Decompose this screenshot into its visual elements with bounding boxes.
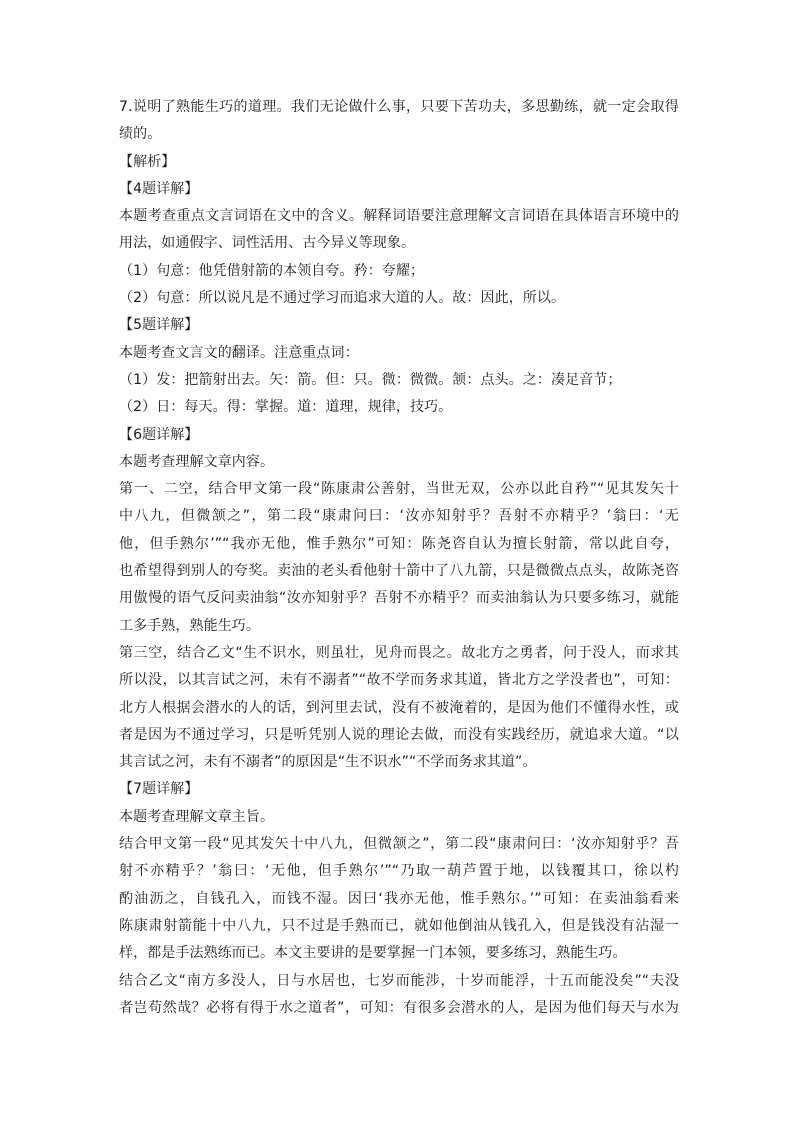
text-line: 陈康肃射箭能十中八九，只不过是手熟而已，就如他倒油从钱孔入，但是钱没有沾湿一	[119, 917, 679, 934]
text-line: 中八九，但微颔之”，第二段“康肃问曰：‘汝亦知射乎？吾射不亦精乎？’翁曰：‘无	[119, 508, 679, 525]
text-line: 用法，如通假字、词性活用、古今异义等现象。	[119, 235, 416, 252]
text-line: 射不亦精乎？’翁曰：‘无他，但手熟尔’”“乃取一葫芦置于地，以钱覆其口，徐以杓	[119, 863, 679, 880]
text-line: 【7题详解】	[119, 781, 199, 798]
text-line: （1）发：把箭射出去。矢：箭。但：只。微：微微。颔：点头。之：凑足音节；	[119, 371, 622, 388]
text-line: （2）日：每天。得：掌握。道：道理，规律，技巧。	[119, 399, 453, 416]
text-line: 本题考查理解文章内容。	[119, 453, 275, 470]
text-line: 用傲慢的语气反问卖油翁“汝亦知射乎？吾射不亦精乎？而卖油翁认为只要多练习，就能	[119, 590, 679, 607]
text-line: 【5题详解】	[119, 317, 199, 334]
text-line: 者岂苟然哉？必将有得于水之道者”，可知：有很多会潜水的人，是因为他们每天与水为	[119, 999, 679, 1016]
text-line: 【6题详解】	[119, 426, 199, 443]
text-line: （1）句意：他凭借射箭的本领自夸。矜：夸耀；	[119, 262, 425, 279]
text-line: 【4题详解】	[119, 180, 199, 197]
text-line: 他，但手熟尔’”“我亦无他，惟手熟尔”可知：陈尧咨自认为擅长射箭，常以此自夸，	[119, 535, 679, 552]
text-line: 本题考查重点文言词语在文中的含义。解释词语要注意理解文言词语在具体语言环境中的	[119, 208, 679, 225]
text-line: 本题考查理解文章主旨。	[119, 808, 275, 825]
text-line: （2）句意：所以说凡是不通过学习而追求大道的人。故：因此，所以。	[119, 290, 566, 307]
text-line: 酌油沥之，自钱孔入，而钱不湿。因曰‘我亦无他，惟手熟尔。’”可知：在卖油翁看来	[119, 890, 679, 907]
text-line: 结合乙文“南方多没人，日与水居也，七岁而能涉，十岁而能浮，十五而能没矣”“夫没	[119, 972, 679, 989]
text-line: 第一、二空，结合甲文第一段“陈康肃公善射，当世无双，公亦以此自矜”“见其发矢十	[119, 481, 679, 498]
text-line: 7.说明了熟能生巧的道理。我们无论做什么事，只要下苦功夫，多思勤练，就一定会取得	[119, 99, 679, 115]
text-line: 者是因为不通过学习，只是听凭别人说的理论去做，而没有实践经历，就追求大道。“以	[119, 726, 679, 743]
text-line: 也希望得到别人的夸奖。卖油的老头看他射十箭中了八九箭，只是微微点点头，故陈尧咨	[119, 563, 679, 580]
text-line: 第三空，结合乙文“生不识水，则虽壮，见舟而畏之。故北方之勇者，问于没人，而求其	[119, 644, 679, 661]
text-line: 其言试之河，未有不溺者”的原因是“生不识水”“不学而务求其道”。	[119, 754, 537, 771]
text-line: 绩的。	[119, 126, 162, 143]
text-line: 北方人根据会潜水的人的话，到河里去试，没有不被淹着的，是因为他们不懂得水性，或	[119, 699, 679, 716]
text-line: 工多手熟，熟能生巧。	[119, 617, 260, 634]
text-line: 所以没，以其言试之河，未有不溺者”“故不学而务求其道，皆北方之学没者也”，可知：	[119, 672, 679, 689]
text-line: 样，都是手法熟练而已。本文主要讲的是要掌握一门本领，要多练习，熟能生巧。	[119, 945, 627, 962]
document-body	[119, 94, 679, 1022]
text-line: 结合甲文第一段“见其发矢十中八九，但微颔之”，第二段“康肃问曰：‘汝亦知射乎？吾	[119, 836, 679, 853]
text-line: 本题考查文言文的翻译。注意重点词：	[119, 344, 359, 361]
text-line: 【解析】	[119, 153, 176, 170]
